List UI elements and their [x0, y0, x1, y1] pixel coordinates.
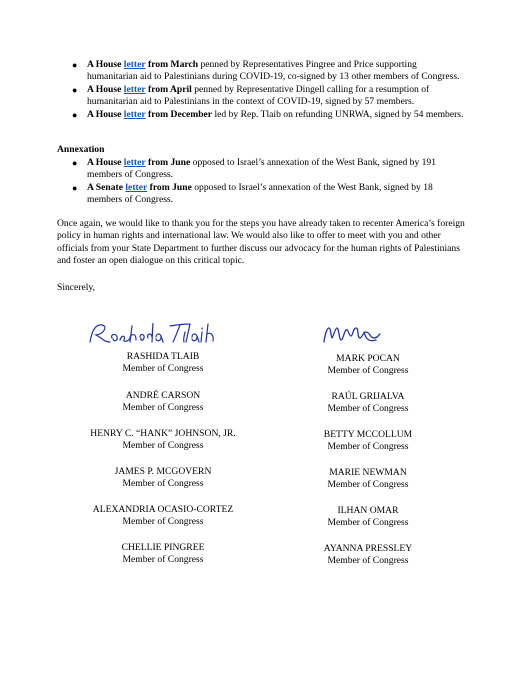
signer-name: RASHIDA TLAIB	[126, 351, 200, 362]
list-item	[72, 157, 467, 182]
letter-link[interactable]: letter	[123, 157, 146, 168]
letter-link[interactable]: letter	[125, 182, 148, 193]
letter-link[interactable]: letter	[123, 84, 146, 95]
closing-paragraph: Once again, we would like to thank you for the steps you have already taken to recenter America’s foreign policy in human rights and international law. We would also like to offer to meet with you and other officials from your State Department to further discuss our advocacy for the human rights of Palestinians and foster an open dialogue on this critical topic.	[57, 218, 465, 267]
letter-date: from April	[148, 84, 192, 95]
signer-name: ANDRÉ CARSON	[125, 390, 201, 401]
signer-name: MARIE NEWMAN	[329, 467, 407, 478]
signer-block	[63, 350, 263, 375]
signer-title: Member of Congress	[122, 516, 204, 527]
pocan-signature-image	[320, 320, 384, 346]
signer-name: HENRY C. “HANK” JOHNSON, JR.	[90, 428, 236, 439]
signer-block	[63, 541, 263, 566]
signer-name: RAÚL GRIJALVA	[331, 391, 405, 402]
signer-block	[268, 390, 468, 415]
letter-description: penned by Representatives Pingree and Price supporting humanitarian aid to Palestinians during COVID-19, co-signed by 13 other members of Congress.	[87, 59, 460, 83]
tlaib-signature-image	[86, 318, 216, 348]
signer-name: CHELLIE PINGREE	[121, 542, 205, 553]
list-item	[72, 109, 467, 121]
letter-date: from March	[148, 59, 199, 70]
signer-name: ILHAN OMAR	[337, 505, 399, 516]
signer-name: ALEXANDRIA OCASIO-CORTEZ	[92, 504, 234, 515]
signer-title: Member of Congress	[122, 363, 204, 374]
signer-name: MARK POCAN	[336, 353, 400, 364]
letter-lead: A House	[87, 157, 122, 168]
signer-block	[268, 352, 468, 377]
letter-date: from June	[148, 157, 191, 168]
signer-name: BETTY MCCOLLUM	[323, 429, 413, 440]
signer-title: Member of Congress	[327, 555, 409, 566]
bullet-icon: ●	[72, 158, 78, 168]
signer-block	[63, 389, 263, 414]
bullet-icon: ●	[72, 110, 78, 120]
list-item	[72, 84, 467, 109]
signer-title: Member of Congress	[327, 403, 409, 414]
letter-description: led by Rep. Tlaib on refunding UNRWA, signed by 54 members.	[212, 109, 464, 120]
signer-name: AYANNA PRESSLEY	[323, 543, 413, 554]
signer-block	[268, 466, 468, 491]
letter-lead: A House	[87, 109, 122, 120]
bullet-icon: ●	[72, 60, 78, 70]
letter-date: from December	[148, 109, 213, 120]
signer-title: Member of Congress	[327, 479, 409, 490]
letter-lead: A House	[87, 59, 122, 70]
signer-block	[63, 465, 263, 490]
list-item	[72, 182, 467, 207]
letter-description: opposed to Israel’s annexation of the West Bank, signed by 191 members of Congress.	[87, 157, 437, 181]
signer-title: Member of Congress	[122, 402, 204, 413]
letter-lead: A Senate	[87, 182, 123, 193]
signer-block	[63, 427, 263, 452]
signer-name: JAMES P. MCGOVERN	[114, 466, 212, 477]
signer-block	[268, 542, 468, 567]
signer-title: Member of Congress	[327, 365, 409, 376]
signer-title: Member of Congress	[327, 441, 409, 452]
signer-title: Member of Congress	[122, 440, 204, 451]
signer-block	[268, 428, 468, 453]
signer-block	[268, 504, 468, 529]
salutation: Sincerely,	[57, 282, 96, 293]
letter-link[interactable]: letter	[123, 59, 146, 70]
letter-link[interactable]: letter	[123, 109, 146, 120]
letter-description: penned by Representative Dingell calling for a resumption of humanitarian aid to Palestinians in the context of COVID-19, signed by 57 members.	[87, 84, 430, 108]
letter-lead: A House	[87, 84, 122, 95]
bullet-icon: ●	[72, 85, 78, 95]
signer-title: Member of Congress	[122, 554, 204, 565]
bullet-icon: ●	[72, 183, 78, 193]
signer-title: Member of Congress	[327, 517, 409, 528]
letter-description: opposed to Israel’s annexation of the West Bank, signed by 18 members of Congress.	[87, 182, 433, 206]
signer-block	[63, 503, 263, 528]
list-item	[72, 59, 467, 84]
letter-date: from June	[149, 182, 192, 193]
signer-title: Member of Congress	[122, 478, 204, 489]
section-heading-annexation: Annexation	[57, 144, 105, 155]
